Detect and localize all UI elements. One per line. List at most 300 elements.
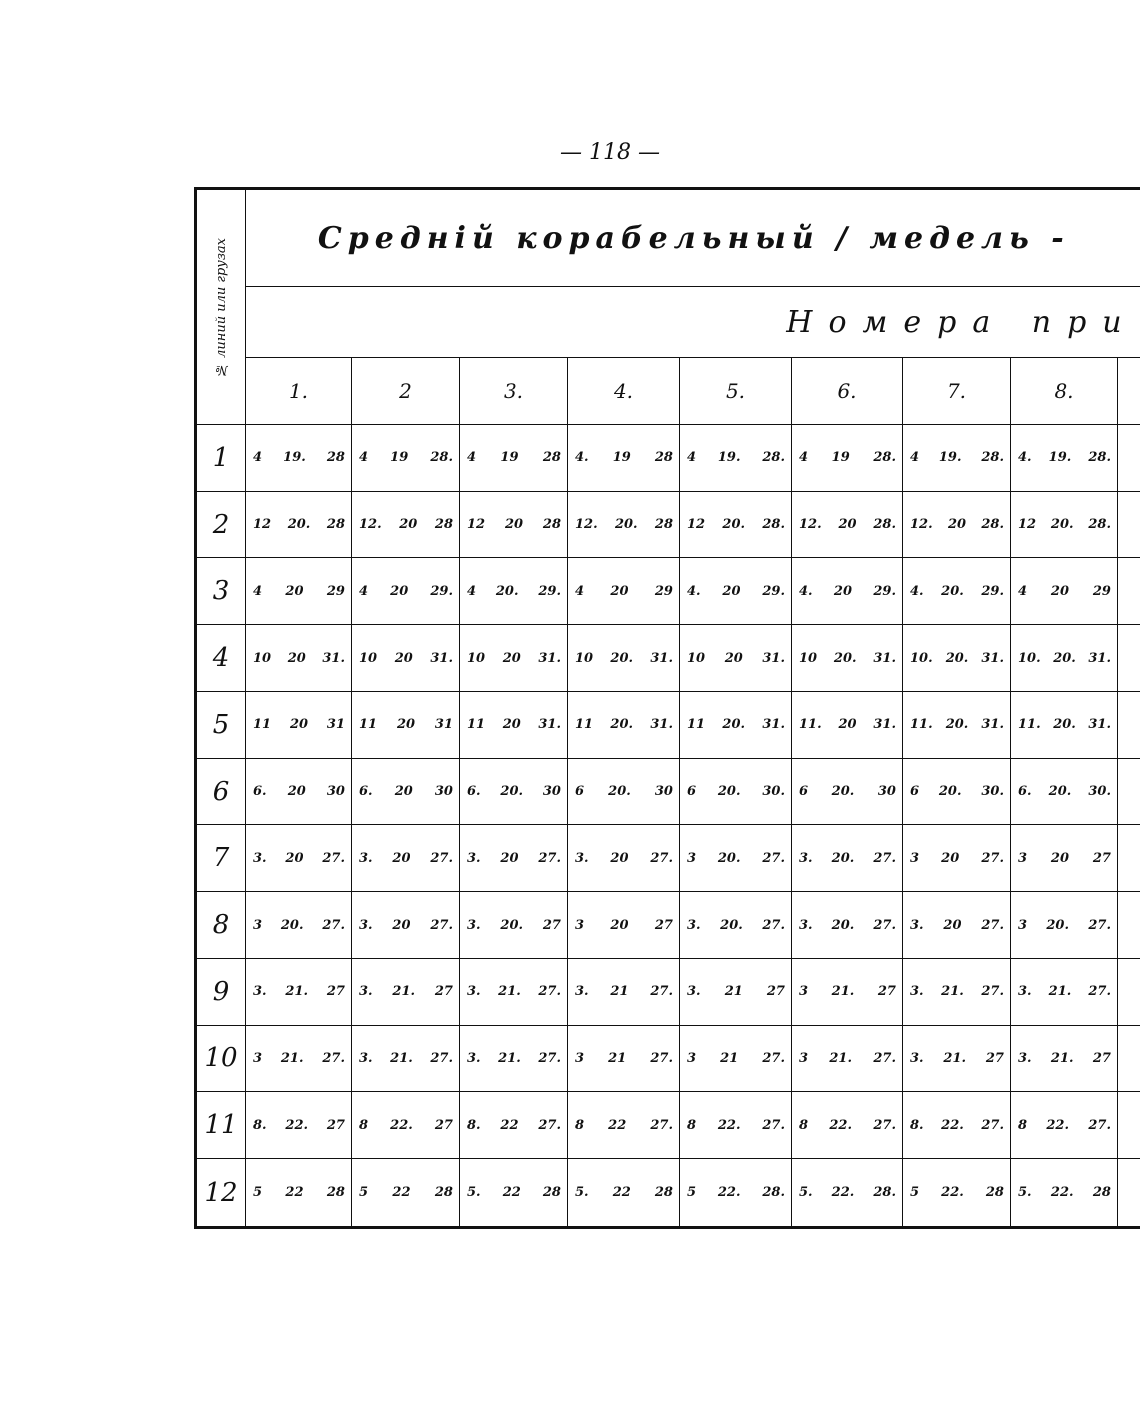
cell-value: 27.	[650, 1050, 673, 1066]
table-cell	[792, 691, 903, 758]
table-cell	[246, 491, 352, 558]
cell-value: 20.	[1053, 650, 1076, 666]
cell-value: 19.	[717, 450, 741, 466]
cell-value: 4.	[799, 583, 813, 599]
cell-value: 20	[838, 517, 857, 533]
table-cell	[460, 558, 568, 625]
cell-value: 29.	[873, 583, 896, 599]
cell-value: 31.	[538, 717, 561, 733]
cell-value: 20	[289, 717, 309, 733]
cell-values	[1011, 851, 1117, 866]
cell-values	[1011, 1051, 1117, 1066]
row-number: 11	[196, 1092, 246, 1159]
table-cell	[792, 825, 903, 892]
cell-values	[792, 450, 902, 465]
cell-value: 27.	[538, 984, 561, 1000]
cell-value: 27	[654, 917, 673, 933]
cell-value: 21.	[829, 1050, 853, 1066]
cell-value: 8	[687, 1117, 697, 1133]
cell-value: 29	[326, 583, 345, 599]
cell-values	[1011, 517, 1117, 532]
table-cell	[680, 958, 792, 1025]
cell-value: 3.	[253, 984, 267, 1000]
cell-value: 20.	[500, 784, 524, 800]
cell-value: 22.	[390, 1117, 413, 1133]
table-cell	[352, 1159, 460, 1228]
cell-value: 21	[610, 984, 629, 1000]
cell-value: 28	[434, 1185, 453, 1201]
cell-value: 22	[285, 1185, 304, 1201]
cell-value: 27	[1092, 1050, 1111, 1066]
cell-value: 20.	[831, 784, 855, 800]
cell-values	[792, 717, 902, 732]
cell-value: 27.	[873, 917, 896, 933]
cell-value: 30	[326, 784, 345, 800]
cell-value: 30.	[1088, 784, 1111, 800]
table-edge-cell	[1118, 892, 1140, 959]
cell-values	[1011, 984, 1117, 999]
cell-values	[460, 450, 567, 465]
cell-value: 5.	[1018, 1185, 1032, 1201]
cell-values	[568, 1185, 679, 1200]
cell-value: 27.	[762, 1050, 785, 1066]
cell-value: 28.	[873, 517, 896, 533]
cell-values	[903, 517, 1010, 532]
table-cell	[903, 625, 1011, 692]
table-cell	[792, 1025, 903, 1092]
cell-values	[903, 784, 1010, 799]
table-edge-cell	[1118, 625, 1140, 692]
row-number: 3	[196, 558, 246, 625]
cell-value: 6.	[467, 784, 481, 800]
cell-value: 28	[654, 450, 673, 466]
cell-value: 28.	[981, 450, 1004, 466]
cell-value: 31.	[1088, 650, 1111, 666]
table-cell	[568, 758, 680, 825]
cell-value: 29.	[430, 583, 453, 599]
table-cell	[903, 1092, 1011, 1159]
table-cell	[460, 691, 568, 758]
cell-value: 27.	[873, 1050, 896, 1066]
cell-value: 22	[608, 1117, 627, 1133]
cell-value: 11	[467, 717, 486, 733]
cell-value: 20.	[831, 917, 855, 933]
table-row	[196, 691, 1140, 758]
table-cell	[568, 825, 680, 892]
cell-value: 6.	[359, 784, 373, 800]
cell-value: 3	[575, 1050, 585, 1066]
cell-value: 22	[500, 1117, 519, 1133]
cell-values	[568, 517, 679, 532]
cell-value: 20	[500, 850, 519, 866]
table-cell	[246, 625, 352, 692]
cell-values	[1011, 784, 1117, 799]
table-cell	[903, 425, 1011, 492]
cell-value: 4	[799, 450, 809, 466]
cell-value: 30	[434, 784, 453, 800]
cell-value: 4	[467, 583, 477, 599]
cell-value: 31.	[762, 717, 785, 733]
table-cell	[352, 425, 460, 492]
table-cell	[246, 1092, 352, 1159]
cell-value: 27.	[430, 917, 453, 933]
row-number: 9	[196, 958, 246, 1025]
table-cell	[568, 691, 680, 758]
cell-value: 28.	[1088, 450, 1111, 466]
cell-value: 12.	[359, 517, 382, 533]
cell-values	[460, 717, 567, 732]
cell-value: 28.	[981, 517, 1004, 533]
cell-value: 28	[326, 450, 345, 466]
cell-value: 20	[394, 784, 413, 800]
cell-values	[352, 918, 459, 933]
cell-value: 20.	[1046, 917, 1070, 933]
table-row	[196, 825, 1140, 892]
cell-value: 20	[287, 784, 306, 800]
cell-value: 8.	[910, 1117, 924, 1133]
cell-values	[352, 1118, 459, 1133]
cell-value: 10	[467, 650, 486, 666]
table-cell	[1011, 758, 1118, 825]
cell-value: 27	[434, 1117, 453, 1133]
table-cell	[1011, 1092, 1118, 1159]
cell-value: 12.	[575, 517, 598, 533]
cell-value: 6.	[253, 784, 267, 800]
table-cell	[568, 558, 680, 625]
table-cell	[352, 491, 460, 558]
cell-values	[903, 918, 1010, 933]
table-title: Среднiй корабельный / медель -	[246, 189, 1140, 287]
table-cell	[680, 825, 792, 892]
table-cell	[1011, 425, 1118, 492]
table-edge-cell	[1118, 1092, 1140, 1159]
table-cell	[903, 558, 1011, 625]
cell-value: 20	[724, 650, 743, 666]
cell-value: 3.	[1018, 984, 1032, 1000]
row-number: 10	[196, 1025, 246, 1092]
cell-values	[246, 1051, 351, 1066]
table-cell	[460, 425, 568, 492]
cell-value: 4	[253, 450, 263, 466]
cell-value: 19.	[938, 450, 962, 466]
table-cell	[352, 1092, 460, 1159]
cell-value: 3.	[910, 1050, 924, 1066]
cell-value: 20.	[1053, 717, 1076, 733]
table-edge-cell	[1118, 691, 1140, 758]
row-number: 12	[196, 1159, 246, 1228]
cell-value: 11	[359, 717, 378, 733]
table-cell	[1011, 1159, 1118, 1228]
table-cell	[460, 892, 568, 959]
cell-values	[1011, 717, 1117, 732]
table-cell	[792, 425, 903, 492]
cell-values	[903, 651, 1010, 666]
cell-value: 10	[799, 650, 818, 666]
cell-value: 20.	[945, 650, 969, 666]
cell-value: 20	[833, 583, 853, 599]
cell-value: 27	[542, 917, 561, 933]
cell-values	[246, 584, 351, 599]
table-cell	[246, 1025, 352, 1092]
table-cell	[680, 625, 792, 692]
table-cell	[460, 825, 568, 892]
cell-value: 28	[542, 450, 561, 466]
cell-value: 22.	[717, 1117, 741, 1133]
cell-value: 3	[687, 850, 697, 866]
cell-value: 22.	[285, 1117, 309, 1133]
cell-value: 30.	[981, 784, 1004, 800]
cell-value: 20.	[1050, 517, 1074, 533]
cell-value: 27.	[762, 1117, 785, 1133]
cell-values	[1011, 918, 1117, 933]
cell-value: 27.	[762, 850, 785, 866]
cell-values	[680, 651, 791, 666]
cell-value: 20	[502, 650, 521, 666]
row-header-label: № линий или грузах	[213, 237, 229, 377]
cell-value: 8	[799, 1117, 809, 1133]
cell-value: 20.	[722, 517, 746, 533]
cell-value: 28.	[430, 450, 453, 466]
cell-value: 30	[877, 784, 896, 800]
cell-value: 27.	[322, 850, 345, 866]
cell-values	[460, 584, 567, 599]
table-cell	[568, 958, 680, 1025]
cell-value: 4	[359, 450, 369, 466]
cell-values	[903, 1118, 1010, 1133]
cell-value: 22	[502, 1185, 521, 1201]
table-cell	[680, 558, 792, 625]
table-cell	[352, 1025, 460, 1092]
cell-value: 28	[542, 517, 561, 533]
cell-value: 27.	[1088, 1117, 1111, 1133]
table-cell	[792, 1092, 903, 1159]
cell-value: 20.	[945, 717, 969, 733]
cell-value: 22.	[941, 1117, 964, 1133]
cell-values	[903, 584, 1010, 599]
cell-values	[460, 784, 567, 799]
cell-value: 22.	[717, 1185, 741, 1201]
cell-values	[1011, 584, 1117, 599]
cell-value: 28	[654, 1185, 673, 1201]
cell-value: 6	[575, 784, 585, 800]
cell-value: 3	[687, 1050, 697, 1066]
cell-value: 6	[687, 784, 697, 800]
cell-value: 3.	[687, 917, 701, 933]
cell-value: 28	[985, 1185, 1004, 1201]
table-cell	[903, 1159, 1011, 1228]
cell-value: 20	[285, 850, 304, 866]
table-cell	[792, 625, 903, 692]
cell-value: 21.	[1050, 1050, 1074, 1066]
cell-values	[568, 784, 679, 799]
cell-value: 31	[434, 717, 453, 733]
cell-value: 10.	[910, 650, 933, 666]
cell-values	[680, 784, 791, 799]
cell-values	[568, 984, 679, 999]
cell-value: 5.	[575, 1185, 589, 1201]
cell-value: 20	[610, 917, 629, 933]
cell-value: 20	[1050, 850, 1070, 866]
cell-value: 31.	[650, 650, 673, 666]
cell-value: 12	[687, 517, 706, 533]
cell-values	[680, 918, 791, 933]
cell-values	[903, 851, 1010, 866]
cell-value: 20.	[500, 917, 524, 933]
cell-values	[792, 651, 902, 666]
table-cell	[352, 758, 460, 825]
cell-value: 4	[687, 450, 697, 466]
cell-value: 22.	[831, 1185, 855, 1201]
table-cell	[352, 892, 460, 959]
cell-value: 28	[326, 1185, 345, 1201]
cell-values	[352, 517, 459, 532]
cell-values	[352, 784, 459, 799]
table-subtitle: Номера при	[246, 287, 1140, 358]
cell-value: 20	[838, 717, 857, 733]
cell-value: 11.	[910, 717, 933, 733]
cell-value: 27.	[981, 1117, 1004, 1133]
table-cell	[246, 1159, 352, 1228]
cell-values	[460, 651, 567, 666]
cell-values	[1011, 1185, 1117, 1200]
table-cell	[246, 691, 352, 758]
cell-value: 27	[877, 984, 896, 1000]
cell-values	[680, 1051, 791, 1066]
cell-value: 10.	[1018, 650, 1041, 666]
table-cell	[460, 625, 568, 692]
cell-value: 27.	[650, 1117, 673, 1133]
cell-value: 11.	[1018, 717, 1041, 733]
cell-value: 20	[610, 850, 629, 866]
cell-value: 31.	[430, 650, 453, 666]
cell-value: 28.	[873, 1185, 896, 1201]
cell-values	[460, 851, 567, 866]
cell-value: 8	[575, 1117, 585, 1133]
table-cell	[460, 958, 568, 1025]
row-number: 5	[196, 691, 246, 758]
cell-value: 19.	[283, 450, 306, 466]
cell-value: 20.	[938, 784, 962, 800]
table-cell	[680, 1159, 792, 1228]
cell-value: 31.	[981, 717, 1004, 733]
cell-value: 10	[359, 650, 378, 666]
cell-value: 27.	[762, 917, 785, 933]
cell-values	[680, 1118, 791, 1133]
cell-value: 28.	[762, 517, 785, 533]
table-row	[196, 491, 1140, 558]
cell-value: 28.	[873, 450, 896, 466]
column-number: 8.	[1011, 358, 1118, 425]
cell-value: 3	[253, 1050, 263, 1066]
cell-value: 5.	[467, 1185, 481, 1201]
cell-value: 20	[392, 917, 411, 933]
cell-values	[246, 918, 351, 933]
cell-values	[246, 450, 351, 465]
cell-value: 30	[654, 784, 673, 800]
table-row	[196, 1092, 1140, 1159]
cell-value: 20.	[720, 917, 743, 933]
cell-value: 20.	[610, 717, 634, 733]
cell-values	[792, 517, 902, 532]
table-cell	[680, 425, 792, 492]
table-cell	[568, 1025, 680, 1092]
cell-value: 4.	[910, 583, 924, 599]
cell-value: 4	[575, 583, 585, 599]
cell-value: 10	[687, 650, 706, 666]
cell-values	[680, 450, 791, 465]
cell-values	[246, 1118, 351, 1133]
cell-value: 4	[1018, 583, 1028, 599]
cell-value: 28	[434, 517, 453, 533]
table-cell	[568, 425, 680, 492]
cell-values	[352, 851, 459, 866]
cell-values	[903, 450, 1010, 465]
cell-value: 27.	[650, 850, 673, 866]
cell-value: 19	[612, 450, 631, 466]
cell-value: 3	[1018, 850, 1028, 866]
cell-value: 8.	[467, 1117, 481, 1133]
cell-value: 20	[943, 917, 962, 933]
cell-value: 29.	[762, 583, 785, 599]
cell-value: 27	[434, 984, 453, 1000]
row-number: 4	[196, 625, 246, 692]
table-cell	[246, 958, 352, 1025]
cell-value: 27	[326, 1117, 345, 1133]
cell-value: 28	[542, 1185, 561, 1201]
cell-values	[246, 517, 351, 532]
cell-value: 21.	[941, 984, 964, 1000]
cell-value: 20	[502, 717, 521, 733]
cell-value: 29	[1092, 583, 1111, 599]
cell-values	[352, 584, 459, 599]
column-number: 2	[352, 358, 460, 425]
cell-values	[680, 717, 791, 732]
table-cell	[903, 491, 1011, 558]
cell-value: 3	[910, 850, 920, 866]
cell-values	[246, 784, 351, 799]
cell-value: 19	[831, 450, 850, 466]
cell-value: 27.	[1088, 917, 1111, 933]
cell-value: 20.	[608, 784, 631, 800]
cell-values	[1011, 651, 1117, 666]
table-cell	[460, 1159, 568, 1228]
table-cell	[460, 1092, 568, 1159]
cell-value: 20.	[717, 850, 741, 866]
cell-value: 3.	[467, 850, 481, 866]
cell-value: 21	[724, 984, 743, 1000]
cell-value: 31.	[981, 650, 1004, 666]
row-number: 8	[196, 892, 246, 959]
table-cell	[680, 691, 792, 758]
cell-value: 22.	[1046, 1117, 1070, 1133]
cell-value: 3	[799, 1050, 809, 1066]
cell-values	[568, 717, 679, 732]
cell-value: 27.	[981, 850, 1004, 866]
table-edge-cell	[1118, 758, 1140, 825]
table-cell	[1011, 625, 1118, 692]
column-number: 3.	[460, 358, 568, 425]
cell-value: 31.	[322, 650, 345, 666]
table-cell	[460, 758, 568, 825]
cell-value: 20.	[833, 650, 857, 666]
row-number: 7	[196, 825, 246, 892]
table-edge-cell	[1118, 558, 1140, 625]
cell-value: 3.	[467, 1050, 481, 1066]
table-cell	[352, 625, 460, 692]
table-row	[196, 758, 1140, 825]
cell-values	[792, 918, 902, 933]
table-cell	[568, 1092, 680, 1159]
